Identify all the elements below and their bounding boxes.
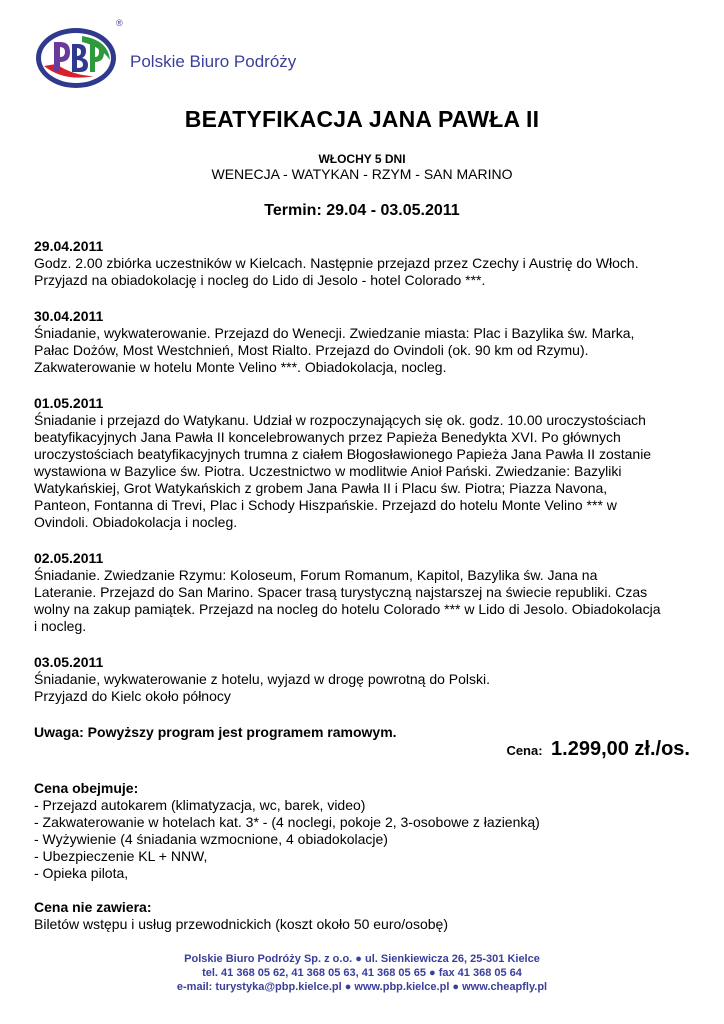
trip-route: WENECJA - WATYKAN - RZYM - SAN MARINO (211, 166, 513, 182)
day-line: Panteon, Fontanna di Trevi, Plac i Schody Hiszpańskie. Przejazd do hotelu Monte Velino *** w (34, 497, 617, 513)
day-date: 30.04.2011 (34, 308, 104, 324)
price-excludes (34, 899, 694, 933)
day-line: beatyfikacyjnych Jana Pawła II koncelebrowanych przez Papieża Benedykta XVI. Po głównych (34, 429, 621, 445)
program-note: Uwaga: Powyższy program jest programem ramowym. (34, 724, 397, 740)
itinerary (34, 238, 694, 741)
day-line: Śniadanie, wykwaterowanie. Przejazd do Wenecji. Zwiedzanie miasta: Plac i Bazylika św. Marka, (34, 325, 635, 341)
page-title: BEATYFIKACJA JANA PAWŁA II (184, 106, 540, 132)
brand-name: Polskie Biuro Podróży (130, 52, 297, 71)
day-date: 03.05.2011 (34, 654, 104, 670)
includes-item: - Przejazd autokarem (klimatyzacja, wc, barek, video) (34, 797, 366, 813)
itinerary-day (34, 550, 694, 635)
day-line: Godz. 2.00 zbiórka uczestników w Kielcach. Następnie przejazd przez Czechy i Austrię do Włoch. (34, 255, 639, 271)
price-includes (34, 780, 694, 882)
day-line: Śniadanie i przejazd do Watykanu. Udział w rozpoczynających się ok. godz. 10.00 uroczystościach (34, 412, 646, 428)
letterhead (34, 18, 354, 94)
day-line: i nocleg. (34, 618, 87, 634)
day-line: Przyjazd do Kielc około północy (34, 688, 231, 704)
day-line: wystawiona w Bazylice św. Piotra. Uczestnictwo w modlitwie Anioł Pański. Zwiedzanie: Bazyliki (34, 463, 622, 479)
excludes-title: Cena nie zawiera: (34, 899, 152, 915)
footer-address: Polskie Biuro Podróży Sp. z o.o. ● ul. Sienkiewicza 26, 25-301 Kielce (184, 953, 540, 965)
excludes-text: Biletów wstępu i usług przewodnickich (koszt około 50 euro/osobę) (34, 916, 448, 932)
includes-item: - Zakwaterowanie w hotelach kat. 3* - (4 noclegi, pokoje 2, 3-osobowe z łazienką) (34, 814, 540, 830)
trip-term: Termin: 29.04 - 03.05.2011 (264, 202, 460, 219)
footer-phone: tel. 41 368 05 62, 41 368 05 63, 41 368 05 65 ● fax 41 368 05 64 (202, 967, 522, 979)
day-date: 02.05.2011 (34, 550, 104, 566)
day-date: 29.04.2011 (34, 238, 104, 254)
itinerary-day (34, 395, 694, 531)
day-line: Zakwaterowanie w hotelu Monte Velino ***. Obiadokolacja, nocleg. (34, 359, 447, 375)
includes-item: - Opieka pilota, (34, 865, 129, 881)
day-line: Przyjazd na obiadokolację i nocleg do Lido di Jesolo - hotel Colorado ***. (34, 272, 486, 288)
day-line: Lateranie. Przejazd do San Marino. Spacer trasą turystyczną najstarszej na świecie republiki. Czas (34, 584, 648, 600)
price (506, 738, 690, 761)
day-line: uroczystościach beatyfikacyjnych trumna z ciałem Błogosławionego Papieża Jana Pawła II zostanie (34, 446, 652, 462)
day-line: Pałac Dożów, Most Westchnień, Most Rialto. Przejazd do Ovindoli (ok. 90 km od Rzymu). (34, 342, 589, 358)
day-line: Ovindoli. Obiadokolacja i nocleg. (34, 514, 238, 530)
pbp-logo-icon (34, 26, 118, 90)
day-line: Watykańskiej, Grot Watykańskich z grobem Jana Pawła II i Placu św. Piotra; Piazza Navona, (34, 480, 608, 496)
trip-country: WŁOCHY 5 DNI (318, 152, 406, 166)
itinerary-day (34, 238, 694, 289)
price-label: Cena: (506, 743, 543, 758)
includes-item: - Wyżywienie (4 śniadania wzmocnione, 4 obiadokolacje) (34, 831, 388, 847)
itinerary-day (34, 654, 694, 705)
includes-title: Cena obejmuje: (34, 780, 139, 796)
day-line: Śniadanie. Zwiedzanie Rzymu: Koloseum, Forum Romanum, Kapitol, Bazylika św. Jana na (34, 567, 598, 583)
price-value: 1.299,00 zł./os. (551, 738, 690, 760)
footer-contact (0, 952, 724, 994)
footer-web: e-mail: turystyka@pbp.kielce.pl ● www.pbp.kielce.pl ● www.cheapfly.pl (176, 981, 548, 993)
itinerary-day (34, 308, 694, 376)
day-date: 01.05.2011 (34, 395, 104, 411)
day-line: Śniadanie, wykwaterowanie z hotelu, wyjazd w drogę powrotną do Polski. (34, 671, 491, 687)
includes-item: - Ubezpieczenie KL + NNW, (34, 848, 208, 864)
registered-mark: ® (116, 18, 123, 28)
day-line: wolny na zakup pamiątek. Przejazd na nocleg do hotelu Colorado *** w Lido di Jesolo. Obiadokolacja (34, 601, 661, 617)
